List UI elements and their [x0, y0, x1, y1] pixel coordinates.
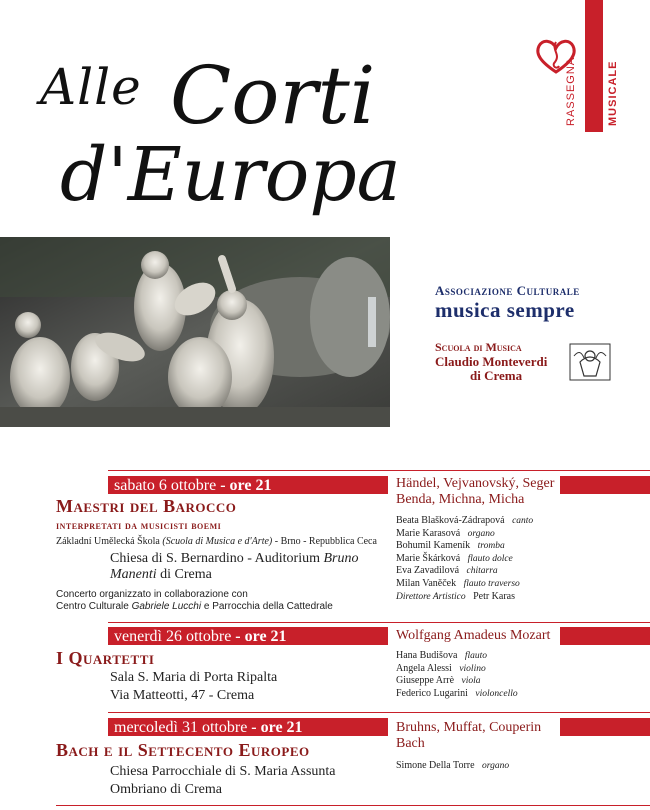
- divider-line: [108, 712, 650, 713]
- performer-list: [396, 650, 518, 700]
- performer-row: Marie Škárková flauto dolce: [396, 552, 513, 564]
- event-venue-line2: Ombriano di Crema: [110, 782, 222, 797]
- divider-line: [108, 470, 650, 471]
- event-date-bar: [108, 476, 388, 494]
- rassegna-bar: [585, 0, 603, 132]
- event-composers: [396, 476, 554, 508]
- director-line: Direttore Artistico Petr Karas: [396, 591, 516, 602]
- event-date: sabato 6 ottobre: [114, 477, 217, 494]
- title-corti: Corti: [170, 49, 376, 142]
- bottom-divider: [56, 805, 650, 806]
- performer-list: [396, 515, 533, 590]
- event-time: - ore 21: [216, 477, 272, 494]
- sculpture-photo: [0, 237, 390, 427]
- right-accent-bar: [560, 718, 650, 736]
- association-label: Associazione Culturale: [435, 283, 580, 298]
- event-note-line2: Centro Culturale Gabriele Lucchi e Parrocchia della Cattedrale: [56, 601, 333, 612]
- composer-line: Benda, Michna, Micha: [396, 492, 525, 507]
- event-date: mercoledì 31 ottobre: [114, 719, 248, 736]
- event-venue-line2: Manenti di Crema: [110, 567, 212, 582]
- event-organizer: Základní Umělecká Škola (Scuola di Musica e d'Arte) - Brno - Repubblica Ceca: [56, 536, 377, 547]
- event-composers: [396, 720, 541, 752]
- scuola-city: di Crema: [470, 368, 523, 383]
- event-time: - ore 21: [231, 628, 287, 645]
- rassegna-label: RASSEGNA: [565, 56, 577, 126]
- performer-row: Eva Zavadilová chitarra: [396, 565, 498, 576]
- angel-logo: [568, 342, 612, 382]
- performer-row: Hana Budišova flauto: [396, 650, 488, 661]
- event-venue-line1: Chiesa Parrocchiale di S. Maria Assunta: [110, 764, 336, 779]
- composer-line: Händel, Vejvanovský, Seger: [396, 476, 555, 491]
- association-name: musica sempre: [435, 298, 575, 322]
- performer-row: Federico Lugarini violoncello: [396, 687, 518, 699]
- title-alle: Alle: [40, 58, 142, 116]
- event-venue-line1: Sala S. Maria di Porta Ripalta: [110, 670, 278, 685]
- performer-list: [396, 760, 509, 773]
- right-accent-bar: [560, 627, 650, 645]
- performer-row: Marie Karasová organo: [396, 527, 495, 539]
- event-title: Maestri del Barocco: [56, 496, 237, 516]
- event-date-bar: [108, 718, 388, 736]
- event-venue-line2: Via Matteotti, 47 - Crema: [110, 688, 255, 703]
- divider-line: [108, 622, 650, 623]
- event-venue-line1: Chiesa di S. Bernardino - Auditorium Bruno: [110, 551, 359, 566]
- performer-row: Angela Alessi violino: [396, 662, 486, 674]
- event-date-bar: [108, 627, 388, 645]
- title-europa: d'Europa: [60, 132, 401, 218]
- event-note-line1: Concerto organizzato in collaborazione con: [56, 589, 248, 600]
- event-title: Bach e il Settecento Europeo: [56, 740, 310, 760]
- right-accent-bar: [560, 476, 650, 494]
- performer-row: Simone Della Torre organo: [396, 760, 510, 771]
- event-composers: [396, 628, 550, 644]
- scuola-name: Claudio Monteverdi: [435, 354, 548, 369]
- performer-row: Beata Blašková-Zádrapová canto: [396, 515, 534, 526]
- composer-line: Bruhns, Muffat, Couperin: [396, 720, 542, 735]
- composer-line: Bach: [396, 736, 425, 751]
- performer-row: Giuseppe Arrè viola: [396, 675, 481, 686]
- scuola-label: Scuola di Musica: [435, 340, 522, 354]
- event-title: I Quartetti: [56, 648, 155, 668]
- event-time: - ore 21: [247, 719, 303, 736]
- performer-row: Milan Vaněček flauto traverso: [396, 577, 520, 589]
- musicale-label: MUSICALE: [607, 60, 619, 126]
- composer-line: Wolfgang Amadeus Mozart: [396, 628, 551, 643]
- event-subtitle: interpretati da musicisti boemi: [56, 520, 222, 532]
- event-date: venerdì 26 ottobre: [114, 628, 232, 645]
- performer-row: Bohumil Kameník tromba: [396, 540, 505, 551]
